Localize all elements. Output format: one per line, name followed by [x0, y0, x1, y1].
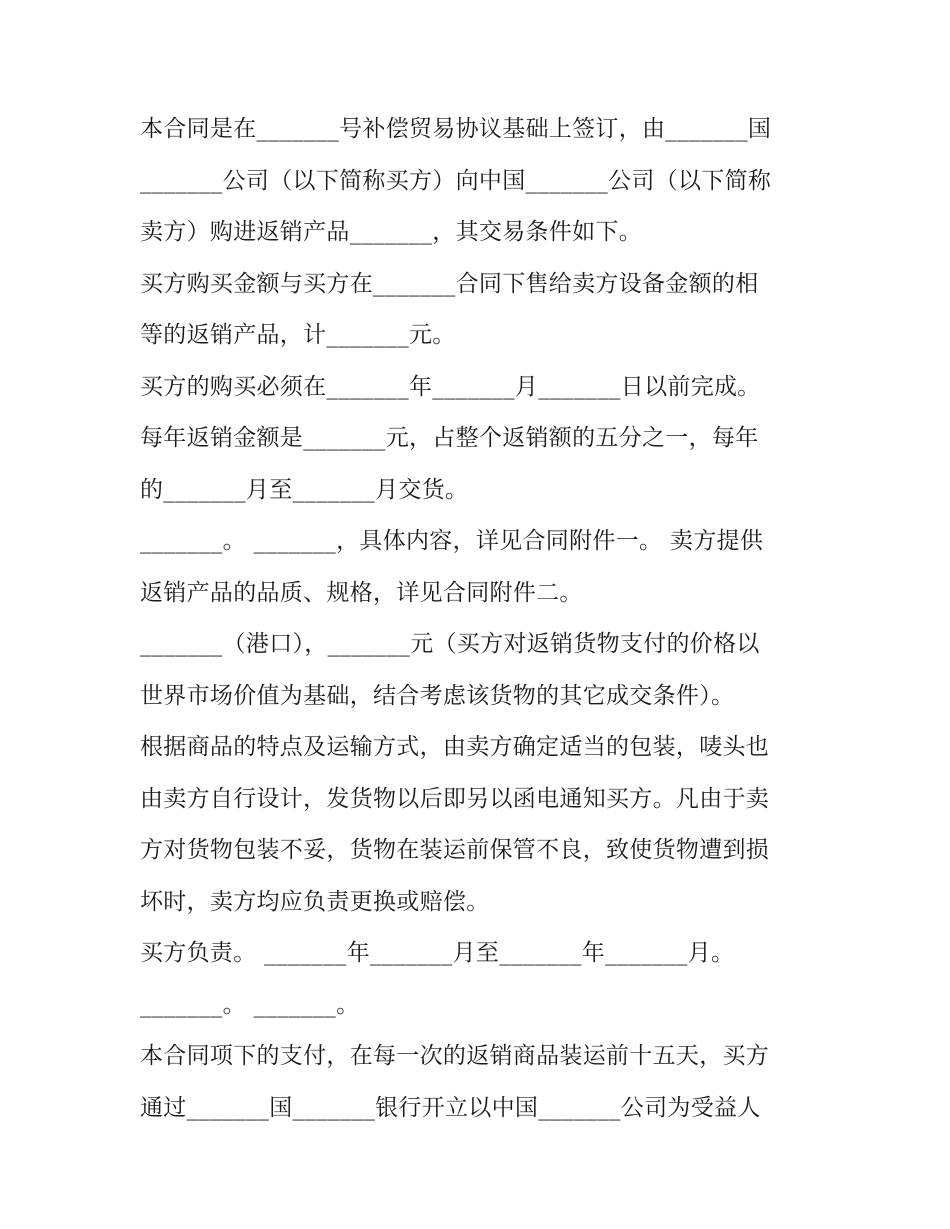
- text-line: 每年返销金额是_______元，占整个返销额的五分之一，每年: [140, 425, 759, 451]
- text-line: _______。 _______，具体内容，详见合同附件一。 卖方提供: [140, 528, 764, 554]
- text-line: _______（港口），_______元（买方对返销货物支付的价格以: [140, 631, 760, 657]
- text-line: 买方负责。 _______年_______月至_______年_______月。: [140, 940, 735, 966]
- text-line: 世界市场价值为基础，结合考虑该货物的其它成交条件）。: [140, 682, 735, 709]
- text-line: 根据商品的特点及运输方式，由卖方确定适当的包装，唛头也: [140, 734, 770, 760]
- text-line: 买方购买金额与买方在_______合同下售给卖方设备金额的相: [140, 270, 759, 297]
- text-line: 本合同是在_______号补偿贸易协议基础上签订，由_______国: [140, 116, 772, 142]
- text-line: 的_______月至_______月交货。: [140, 476, 469, 503]
- text-line: 通过_______国_______银行开立以中国_______公司为受益人: [140, 1094, 761, 1121]
- text-line: 买方的购买必须在_______年_______月_______日以前完成。: [140, 373, 761, 400]
- text-line: 方对货物包装不妥，货物在装运前保管不良，致使货物遭到损: [140, 837, 770, 863]
- text-line: 等的返销产品，计_______元。: [140, 322, 456, 348]
- text-line: 坏时，卖方均应负责更换或赔偿。: [140, 888, 490, 915]
- text-line: 由卖方自行设计，发货物以后即另以函电通知买方。凡由于卖: [140, 785, 770, 812]
- contract-body: [140, 104, 820, 1134]
- text-line: _______。 _______。: [140, 991, 360, 1018]
- text-line: 本合同项下的支付，在每一次的返销商品装运前十五天，买方: [140, 1043, 770, 1069]
- text-line: _______公司（以下简称买方）向中国_______公司（以下简称: [140, 167, 772, 194]
- text-line: 返销产品的品质、规格，详见合同附件二。: [140, 579, 583, 606]
- text-line: 卖方）购进返销产品_______，其交易条件如下。: [140, 219, 642, 245]
